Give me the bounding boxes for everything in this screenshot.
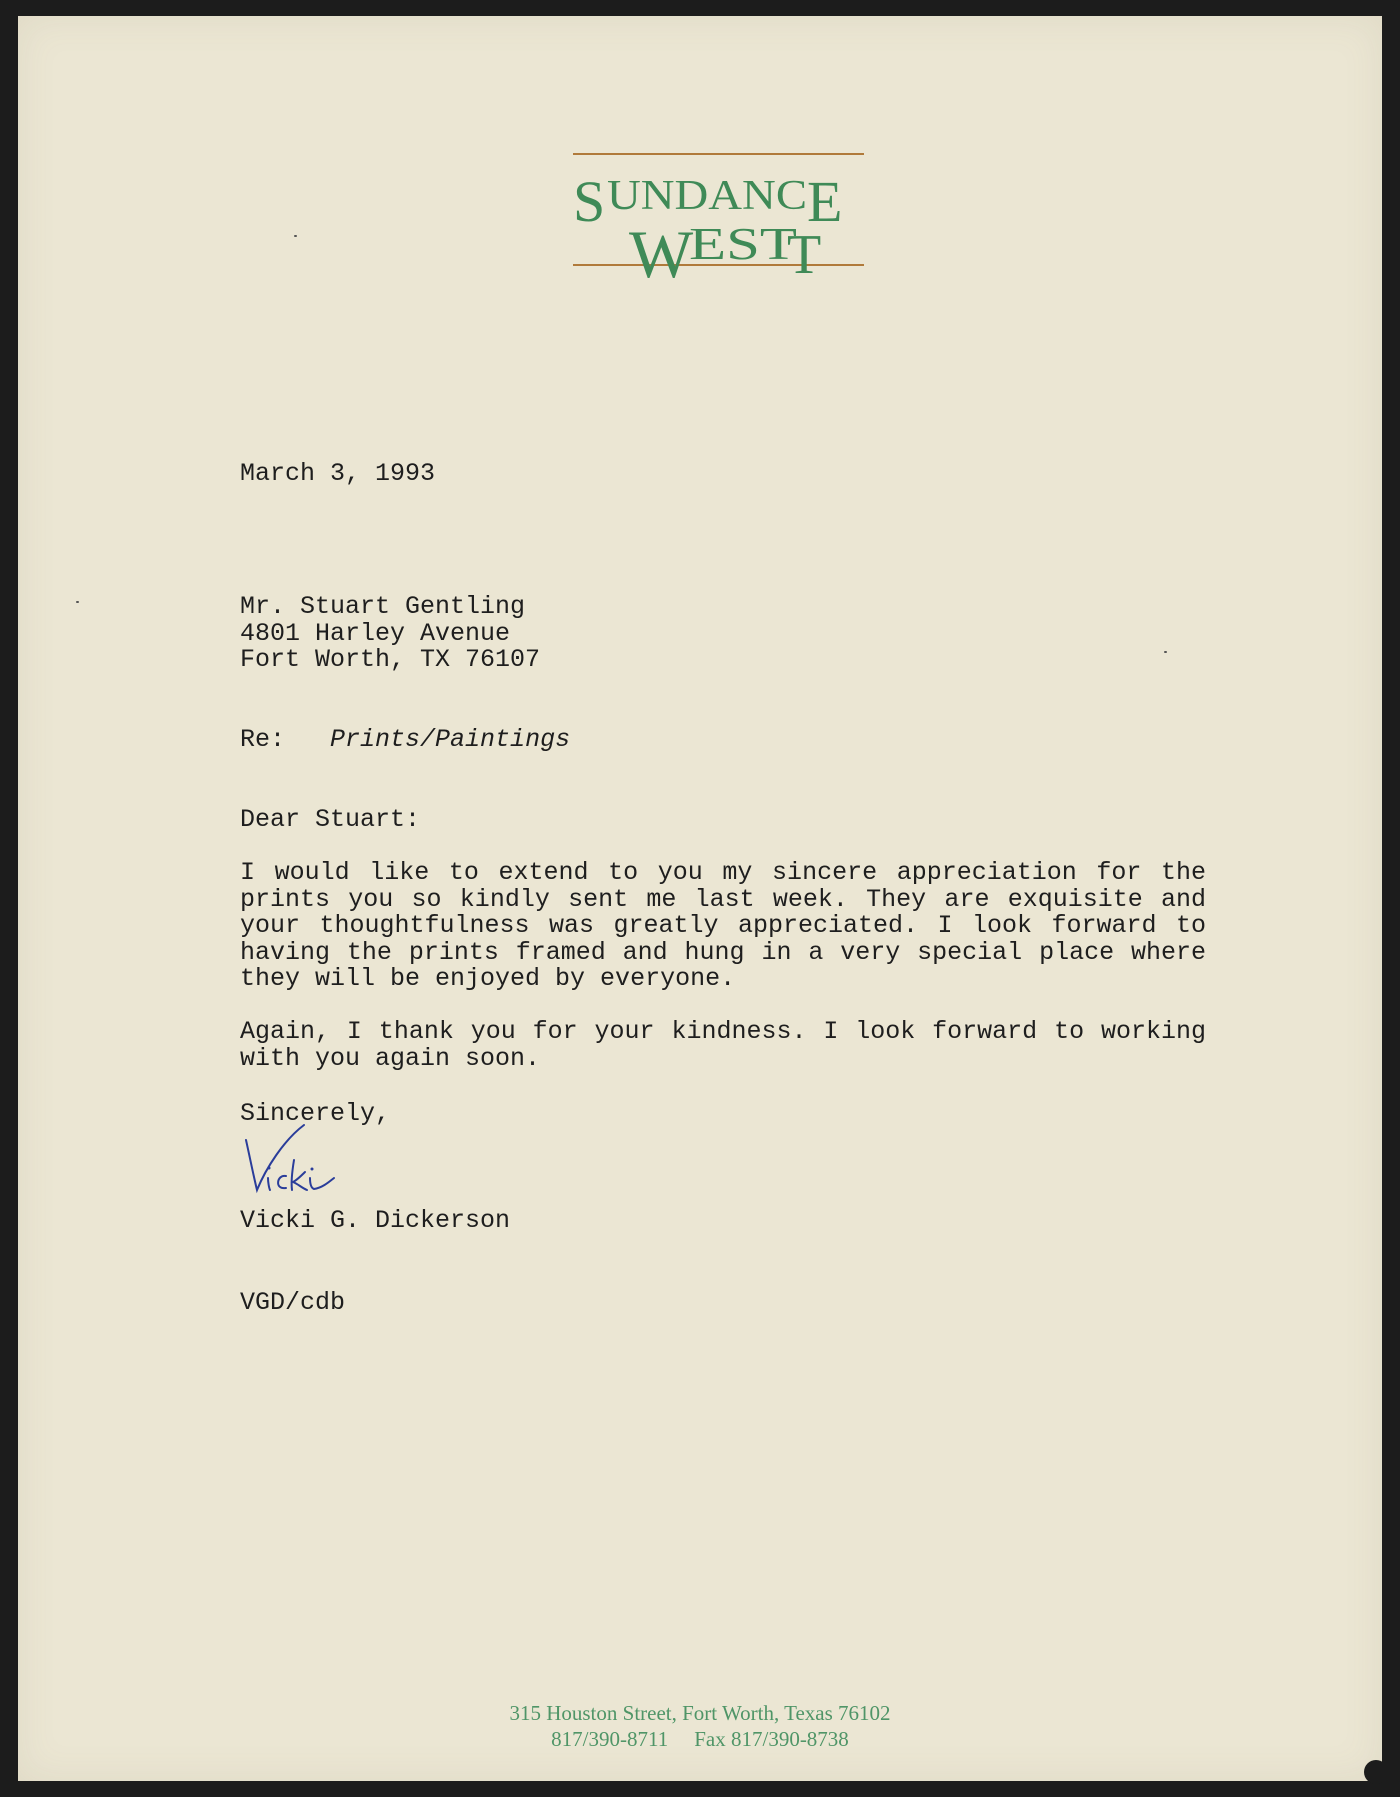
svg-text:S: S	[573, 169, 606, 234]
body-paragraph: I would like to extend to you my sincere appreciation for the prints you so kindly sent me last week. They are exquisite and your thoughtfulness was greatly appreciated. I look forward to having the prints framed and hung in a very special place where they will be enjoyed by everyone.	[240, 858, 1206, 994]
letter-date: March 3, 1993	[240, 459, 436, 488]
body-paragraph: Again, I thank you for your kindness. I look forward to working with you again soon.	[240, 1017, 1206, 1073]
letter-page	[18, 16, 1382, 1781]
svg-text:T: T	[787, 224, 822, 286]
recipient-city: Fort Worth, TX 76107	[240, 645, 541, 675]
paper-speck	[294, 235, 297, 237]
reference-initials: VGD/cdb	[240, 1288, 346, 1317]
recipient-street: 4801 Harley Avenue	[240, 618, 511, 648]
paper-speck	[76, 601, 79, 603]
salutation: Dear Stuart:	[240, 805, 421, 834]
svg-text:EST: EST	[689, 218, 797, 269]
handwritten-signature	[244, 1120, 344, 1200]
subject-text: Prints/Paintings	[330, 725, 571, 754]
recipient-name: Mr. Stuart Gentling	[240, 592, 526, 621]
footer-contact	[18, 1726, 1382, 1752]
letterhead-footer	[18, 1700, 1382, 1752]
signer-name: Vicki G. Dickerson	[240, 1206, 511, 1235]
torn-corner	[1364, 1760, 1388, 1784]
svg-text:W: W	[629, 216, 694, 287]
footer-fax: Fax 817/390-8738	[694, 1727, 849, 1751]
svg-text:E: E	[807, 169, 843, 234]
recipient-address	[240, 594, 540, 674]
svg-text:UNDANC: UNDANC	[607, 173, 807, 219]
closing: Sincerely,	[240, 1099, 391, 1128]
footer-address: 315 Houston Street, Fort Worth, Texas 76102	[509, 1701, 891, 1725]
footer-phone: 817/390-8711	[551, 1727, 669, 1751]
paper-speck	[1164, 651, 1167, 653]
subject-label: Re:	[240, 725, 286, 754]
company-logo	[571, 149, 866, 287]
subject-line	[240, 727, 570, 754]
